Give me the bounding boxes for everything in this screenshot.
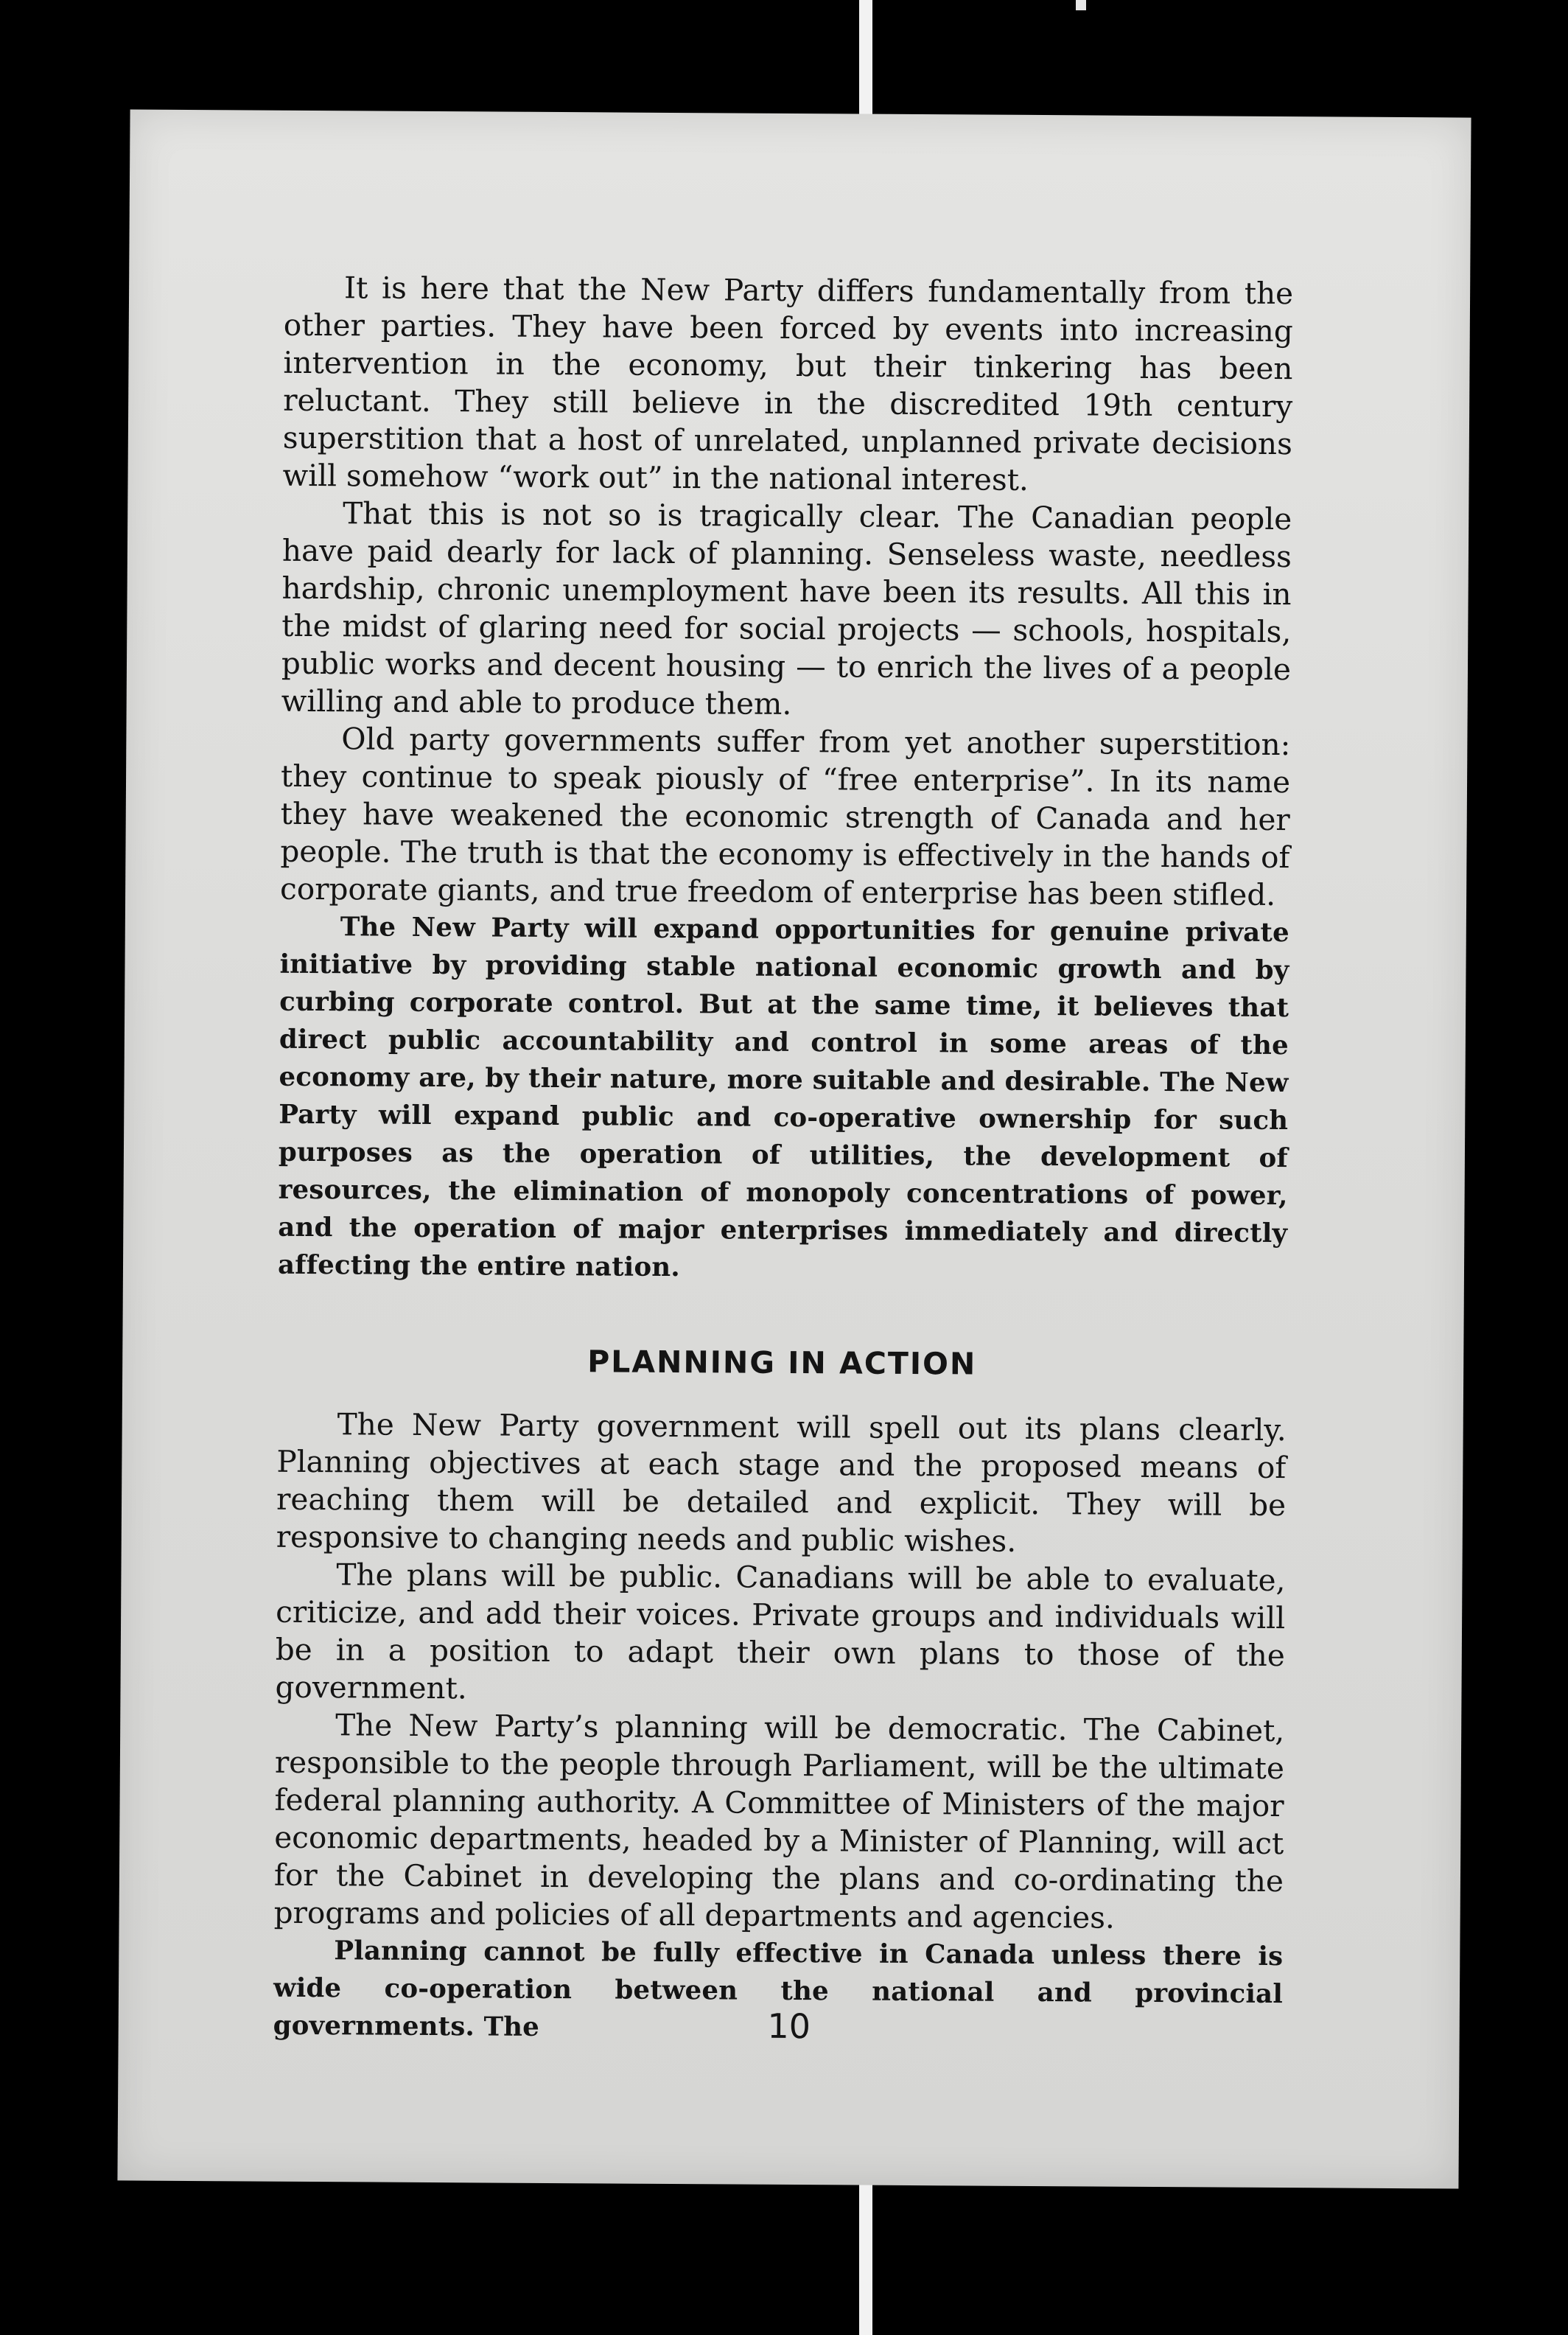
top-scan-nub [1076,0,1086,10]
paragraph-differs: It is here that the New Party differs fundamentally from the other parties. They have been forced by events into increasing intervention in the economy, but their tinkering has been reluctant. They still believe in the discredited 19th century superstition that a host of unrelated, unplanned private decisions will somehow “work out” in the national interest. [282,270,1294,498]
body-text [273,269,1294,2050]
bold-paragraph-expand: The New Party will expand opportunities for genuine private initiative by providing stable national economic growth and by curbing corporate control. But at the same time, it believes that direct public accountability and control in some areas of the economy are, by their nature, more suitable and desirable. The New Party will expand public and co-operative ownership for such purposes as the operation of utilities, the development of resources, the elimination of monopoly concentrations of power, and the operation of major enterprises immediately and directly affecting the entire nation. [277,912,1289,1283]
paragraph-public: The plans will be public. Canadians will be able to evaluate, criticize, and add their voices. Private groups and individuals will be in a position to adapt their own plans to those of the government. [275,1557,1286,1706]
bold-paragraph-cooperation: Planning cannot be fully effective in Canada unless there is wide co-operation between the national and provincial governments. The [273,1936,1284,2042]
paragraph-superstition: Old party governments suffer from yet another superstition: they continue to speak piously of “free enterprise”. In its name they have weakened the economic strength of Canada and her people. The truth is that the economy is effectively in the hands of corporate giants, and true freedom of enterprise has been stifled. [279,721,1291,912]
document-page [117,109,1471,2188]
page-number: 10 [767,2006,811,2047]
section-heading: PLANNING IN ACTION [587,1344,977,1382]
paragraph-democratic: The New Party’s planning will be democratic. The Cabinet, responsible to the people through Parliament, will be the ultimate federal planning authority. A Committee of Ministers of the major economic departments, headed by a Minister of Planning, will act for the Cabinet in developing the plans and co-ordinating the programs and policies of all departments and agencies. [273,1707,1285,1936]
paragraph-not-so: That this is not so is tragically clear. The Canadian people have paid dearly for lack of planning. Senseless waste, needless hardship, chronic unemployment have been its results. All this in the midst of glaring need for social projects — schools, hospitals, public works and decent housing — to enrich the lives of a people willing and able to produce them. [281,495,1292,722]
top-binding-mark [859,0,872,125]
paragraph-spell-out: The New Party government will spell out its plans clearly. Planning objectives at each stage and the proposed means of reaching them will be detailed and explicit. They will be responsive to changing needs and public wishes. [276,1406,1287,1559]
bottom-binding-mark [859,2178,872,2335]
